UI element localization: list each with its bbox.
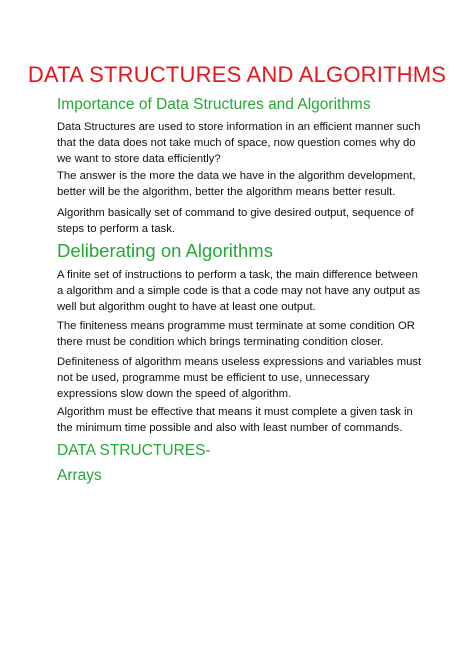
paragraph-effectiveness: Algorithm must be effective that means it must complete a given task in the minimum time possible and also with least number of commands. bbox=[57, 406, 413, 434]
paragraph-data-structures-purpose: Data Structures are used to store information in an efficient manner such that the data does not take much of space, now question comes why do we want to store data efficiently? bbox=[57, 121, 421, 165]
paragraph-answer: The answer is the more the data we have in the algorithm development, better will be the algorithm, better the algorithm means better result. bbox=[57, 170, 416, 198]
paragraph-algorithm-definition: Algorithm basically set of command to give desired output, sequence of steps to perform a task. bbox=[57, 207, 414, 235]
section-heading-importance: Importance of Data Structures and Algorithms bbox=[57, 96, 371, 113]
paragraph-finiteness: The finiteness means programme must terminate at some condition OR there must be condition which brings terminating condition closer. bbox=[57, 320, 415, 348]
section-heading-deliberating: Deliberating on Algorithms bbox=[57, 240, 273, 261]
paragraph-finite-instructions: A finite set of instructions to perform a task, the main difference between a algorithm and a simple code is that a code may not have any output as well but algorithm ought to have at least one output. bbox=[57, 269, 420, 313]
section-heading-data-structures: DATA STRUCTURES- bbox=[57, 442, 211, 459]
document-title: DATA STRUCTURES AND ALGORITHMS bbox=[27, 62, 447, 87]
paragraph-definiteness: Definiteness of algorithm means useless expressions and variables must not be used, programme must be efficient to use, unnecessary expressions slow down the speed of algorithm. bbox=[57, 356, 422, 400]
subheading-arrays: Arrays bbox=[57, 467, 102, 484]
